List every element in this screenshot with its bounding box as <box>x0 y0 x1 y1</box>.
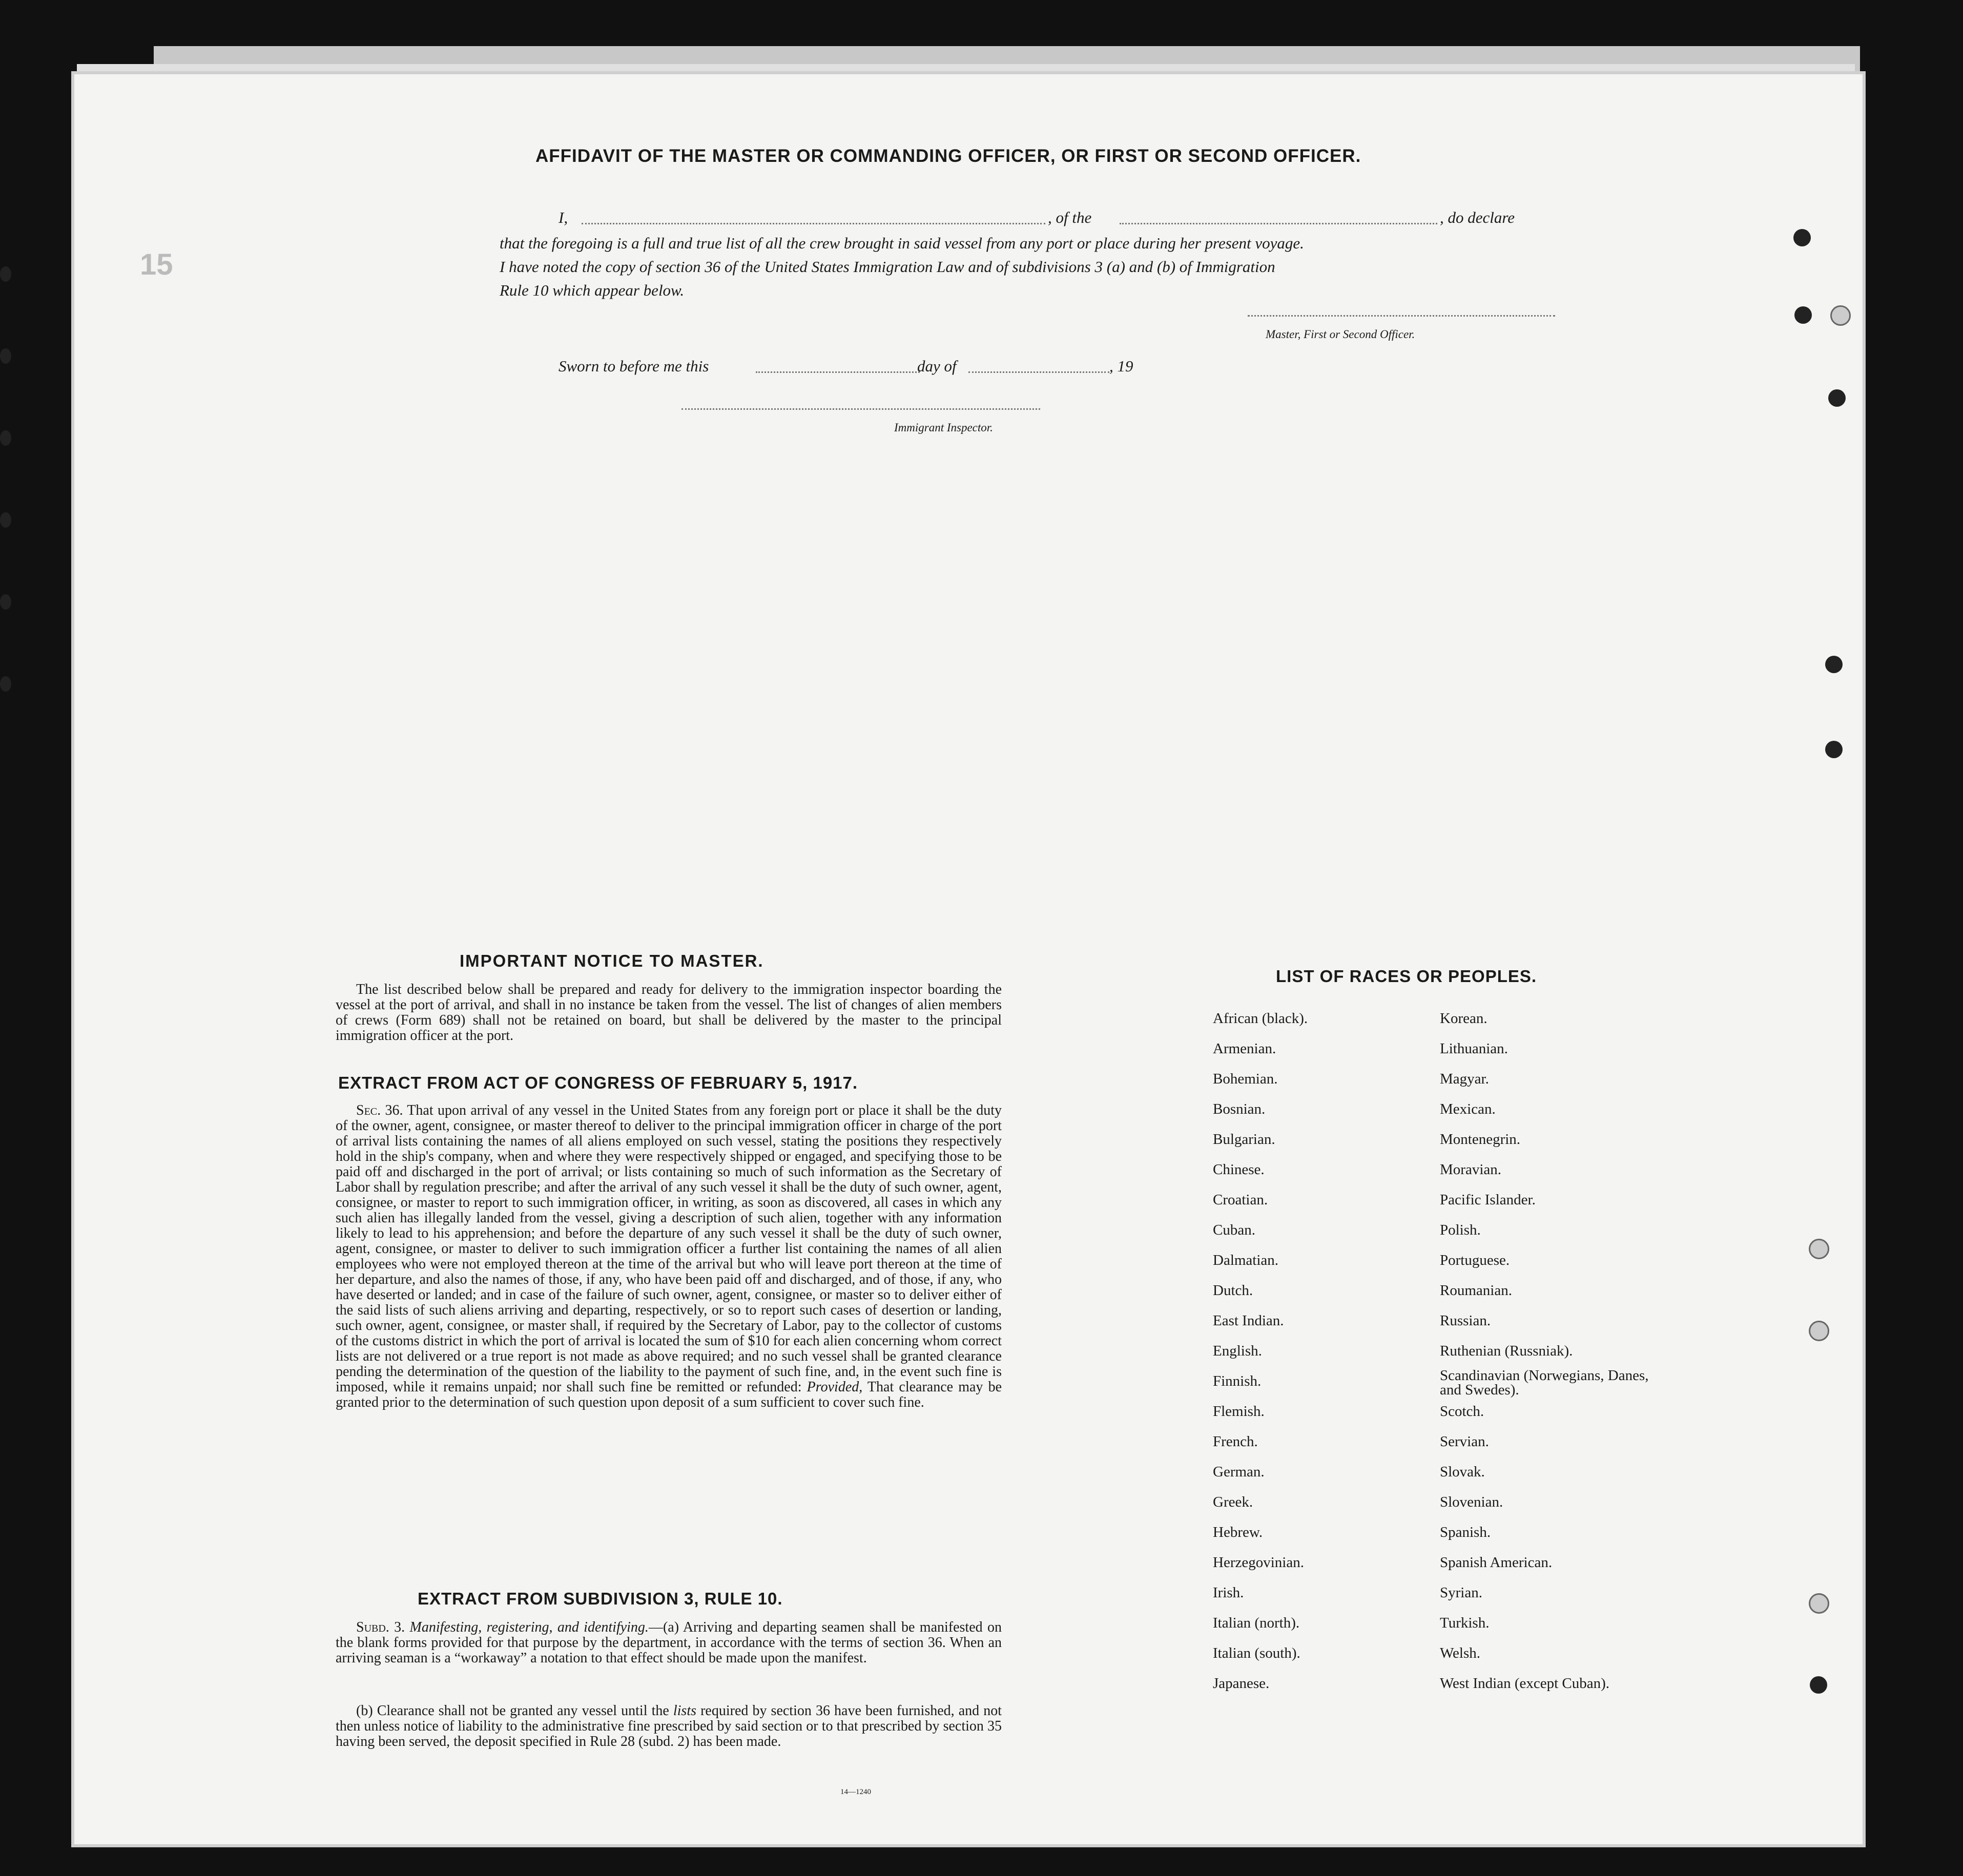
race-item: Croatian. <box>1213 1192 1268 1208</box>
race-item: Turkish. <box>1440 1615 1490 1631</box>
vessel-line <box>1120 223 1437 224</box>
binding-hole <box>0 676 11 692</box>
affidavit-do-declare: , do declare <box>1440 209 1515 226</box>
binding-hole <box>0 594 11 610</box>
race-item: Italian (north). <box>1213 1615 1300 1631</box>
race-item: French. <box>1213 1433 1258 1450</box>
binding-hole <box>1809 1321 1829 1341</box>
master-signature-label: Master, First or Second Officer. <box>1266 328 1415 341</box>
race-item: Spanish American. <box>1440 1554 1553 1571</box>
races-title: LIST OF RACES OR PEOPLES. <box>1276 967 1537 986</box>
act-body-2: That clearance may be granted prior to the determination of such question upon deposit of a sum sufficient to cover such fine. <box>336 1379 1002 1410</box>
rule-heading: Manifesting, registering, and identifying. <box>409 1619 649 1635</box>
inspector-signature-line <box>681 408 1040 410</box>
race-item: Slovak. <box>1440 1464 1485 1480</box>
rule-lists: lists <box>673 1703 697 1719</box>
race-item: Flemish. <box>1213 1403 1265 1420</box>
race-item: Polish. <box>1440 1222 1481 1238</box>
race-item: Scandinavian (Norwegians, Danes, and Swedes). <box>1440 1367 1649 1398</box>
master-signature-line <box>1248 315 1555 317</box>
race-item: Pacific Islander. <box>1440 1192 1536 1208</box>
race-item: Welsh. <box>1440 1645 1481 1661</box>
race-item: Irish. <box>1213 1585 1244 1601</box>
affidavit-line-4: Rule 10 which appear below. <box>500 281 685 299</box>
notice-title: IMPORTANT NOTICE TO MASTER. <box>460 951 764 970</box>
race-item: Bohemian. <box>1213 1071 1278 1087</box>
race-item: Japanese. <box>1213 1675 1270 1692</box>
rule-text-a <box>336 1620 1002 1666</box>
race-item: Ruthenian (Russniak). <box>1440 1343 1573 1359</box>
race-item: Portuguese. <box>1440 1252 1510 1268</box>
race-item: Syrian. <box>1440 1585 1482 1601</box>
rule-text-b <box>336 1703 1002 1749</box>
race-item: Russian. <box>1440 1312 1491 1329</box>
rule-body-b1: Clearance shall not be granted any vessel until the <box>377 1703 669 1719</box>
act-body: That upon arrival of any vessel in the United States from any foreign port or place it shall be the duty of the owner, agent, consignee, or master thereof to deliver to the principal immigration officer in charge of the port of arrival lists containing the names of all aliens employed on such vessel, stating the positions they respectively hold in the ship's company, when and where they were respectively shipped or engaged, and specifying those to be paid off and discharged in the port of arrival; or lists containing so much of such information as the Secretary of Labor shall by regulation prescribe; and after the arrival of any such vessel it shall be the duty of such owner, agent, consignee, or master to report to such immigration officer, in writing, as soon as discovered, all cases in which any such alien has illegally landed from the vessel, giving a description of such alien, together with any information likely to lead to his apprehension; and before the departure of any such vessel it shall be the duty of such owner, agent, consignee, or master to deliver to such immigration officer a further list containing the names of all alien employees who were not employed thereon at the time of the arrival but who will leave port thereon at the time of her departure, and also the names of those, if any, who have been paid off and discharged, and of those, if any, who have deserted or landed; and in case of the failure of such owner, agent, consignee, or master so to deliver either of the said lists of such aliens arriving and departing, respectively, or so to report such cases of desertion or landing, such owner, agent, consignee, or master shall, if required by the Secretary of Labor, pay to the collector of customs of the customs district in which the port of arrival is located the sum of $10 for each alien concerning whom correct lists are not delivered or a true report is not made as above required; and no such vessel shall be granted clearance pending the determination of the question of the liability to the payment of such fine, and, in the event such fine is imposed, while it remains unpaid; nor shall such fine be remitted or refunded: <box>336 1102 1002 1395</box>
race-item: Armenian. <box>1213 1040 1276 1057</box>
race-item: Greek. <box>1213 1494 1253 1510</box>
affidavit-title: AFFIDAVIT OF THE MASTER OR COMMANDING OFFICER, OR FIRST OR SECOND OFFICER. <box>535 146 1361 166</box>
notice-text <box>336 982 1002 1044</box>
binding-hole <box>1793 229 1811 246</box>
race-item: West Indian (except Cuban). <box>1440 1675 1610 1692</box>
race-item: Moravian. <box>1440 1161 1501 1178</box>
race-item: Korean. <box>1440 1010 1487 1027</box>
rule-title: EXTRACT FROM SUBDIVISION 3, RULE 10. <box>418 1589 783 1608</box>
race-item: Bosnian. <box>1213 1101 1266 1117</box>
race-item: Lithuanian. <box>1440 1040 1508 1057</box>
binding-hole <box>1809 1593 1829 1614</box>
race-item: Hebrew. <box>1213 1524 1263 1540</box>
act-title: EXTRACT FROM ACT OF CONGRESS OF FEBRUARY 5, 1917. <box>338 1073 858 1092</box>
name-line <box>582 223 1045 224</box>
race-item: Dalmatian. <box>1213 1252 1279 1268</box>
race-item: Magyar. <box>1440 1071 1489 1087</box>
binding-hole <box>1828 389 1846 407</box>
day-of-text: day of <box>917 357 957 375</box>
race-item: Bulgarian. <box>1213 1131 1275 1148</box>
act-text <box>336 1103 1002 1410</box>
race-item: English. <box>1213 1343 1262 1359</box>
form-number: 14—1240 <box>840 1788 871 1796</box>
sworn-month-line <box>968 371 1109 373</box>
binding-hole <box>1810 1676 1827 1694</box>
race-item: Slovenian. <box>1440 1494 1503 1510</box>
binding-hole <box>0 512 11 528</box>
race-item: Scotch. <box>1440 1403 1484 1420</box>
race-item: Servian. <box>1440 1433 1489 1450</box>
race-item: Dutch. <box>1213 1282 1253 1299</box>
race-item: Italian (south). <box>1213 1645 1300 1661</box>
inspector-signature-label: Immigrant Inspector. <box>894 421 993 434</box>
rule-body-b2: required by section 36 have been furnished, and not then unless notice of liability to the administrative fine prescribed by said section or to that prescribed by section 35 having been served, the deposit specified in Rule 28 (subd. 2) has been made. <box>336 1703 1002 1749</box>
binding-hole <box>0 266 11 282</box>
year-text: , 19 <box>1109 357 1133 375</box>
affidavit-i: I, <box>559 209 568 226</box>
act-sec: Sec. 36. <box>356 1102 403 1118</box>
binding-hole <box>1809 1239 1829 1259</box>
binding-hole <box>1825 741 1843 758</box>
race-item: East Indian. <box>1213 1312 1284 1329</box>
binding-hole <box>1830 305 1851 326</box>
race-item: Herzegovinian. <box>1213 1554 1304 1571</box>
affidavit-line-2: that the foregoing is a full and true list of all the crew brought in said vessel from any port or place during her present voyage. <box>500 234 1304 252</box>
manifest-page <box>74 74 1863 1844</box>
binding-hole <box>1794 306 1812 324</box>
race-item: Finnish. <box>1213 1373 1262 1389</box>
sworn-day-line <box>756 371 920 373</box>
rule-subd: Subd. 3. <box>356 1619 405 1635</box>
race-item: Chinese. <box>1213 1161 1265 1178</box>
act-provided: Provided, <box>807 1379 863 1395</box>
binding-hole <box>0 348 11 364</box>
page-stamp: 15 <box>140 248 173 281</box>
race-item: Roumanian. <box>1440 1282 1512 1299</box>
race-item: African (black). <box>1213 1010 1308 1027</box>
binding-hole <box>1825 656 1843 673</box>
race-item: Mexican. <box>1440 1101 1496 1117</box>
race-item: Cuban. <box>1213 1222 1255 1238</box>
rule-b-label: (b) <box>356 1703 373 1719</box>
affidavit-of-the: , of the <box>1048 209 1092 226</box>
notice-body: The list described below shall be prepared and ready for delivery to the immigration inspector boarding the vessel at the port of arrival, and shall in no instance be taken from the vessel. The list of changes of alien members of crews (Form 689) shall not be retained on board, but shall be delivered by the master to the principal immigration officer at the port. <box>336 982 1002 1044</box>
affidavit-line-3: I have noted the copy of section 36 of the United States Immigration Law and of subdivisions 3 (a) and (b) of Immigration <box>500 258 1275 276</box>
binding-hole <box>0 430 11 446</box>
race-item: Montenegrin. <box>1440 1131 1521 1148</box>
race-item: Spanish. <box>1440 1524 1491 1540</box>
race-item: German. <box>1213 1464 1265 1480</box>
sworn-text: Sworn to before me this <box>559 357 709 375</box>
rule-body-a: —(a) Arriving and departing seamen shall be manifested on the blank forms provided for that purpose by the department, in accordance with the terms of section 36. When an arriving seaman is a “workaway” a notation to that effect should be made upon the manifest. <box>336 1619 1002 1666</box>
